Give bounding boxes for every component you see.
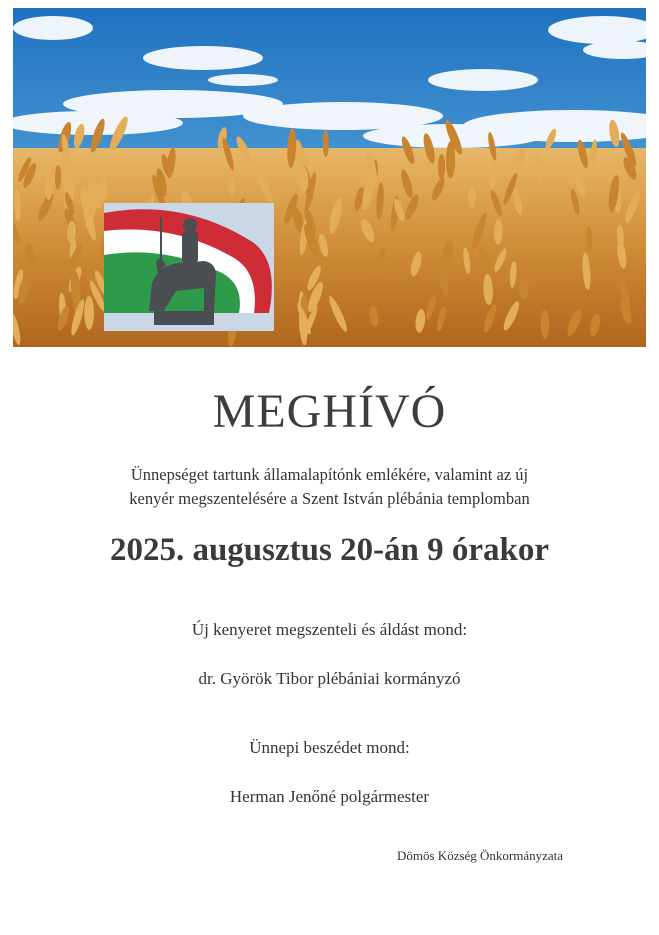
speech-label: Ünnepi beszédet mond: [249,738,410,757]
event-date: 2025. augusztus 20-án 9 órakor [109,532,550,568]
blessing-label: Új kenyeret megszenteli és áldást mond: [191,620,468,639]
page-title: MEGHÍVÓ [212,385,447,438]
speech-person: Herman Jenőné polgármester [229,787,430,806]
intro-line: Ünnepséget tartunk államalapítónk emlékére, valamint az új [130,465,529,484]
szent-istvan-emblem [104,203,274,331]
blessing-person: dr. Györök Tibor plébániai kormányzó [198,669,461,688]
intro-text [60,463,599,511]
intro-line: kenyér megszentelésére a Szent István plébánia templomban [129,489,530,508]
signer: Dömös Község Önkormányzata [397,848,564,863]
